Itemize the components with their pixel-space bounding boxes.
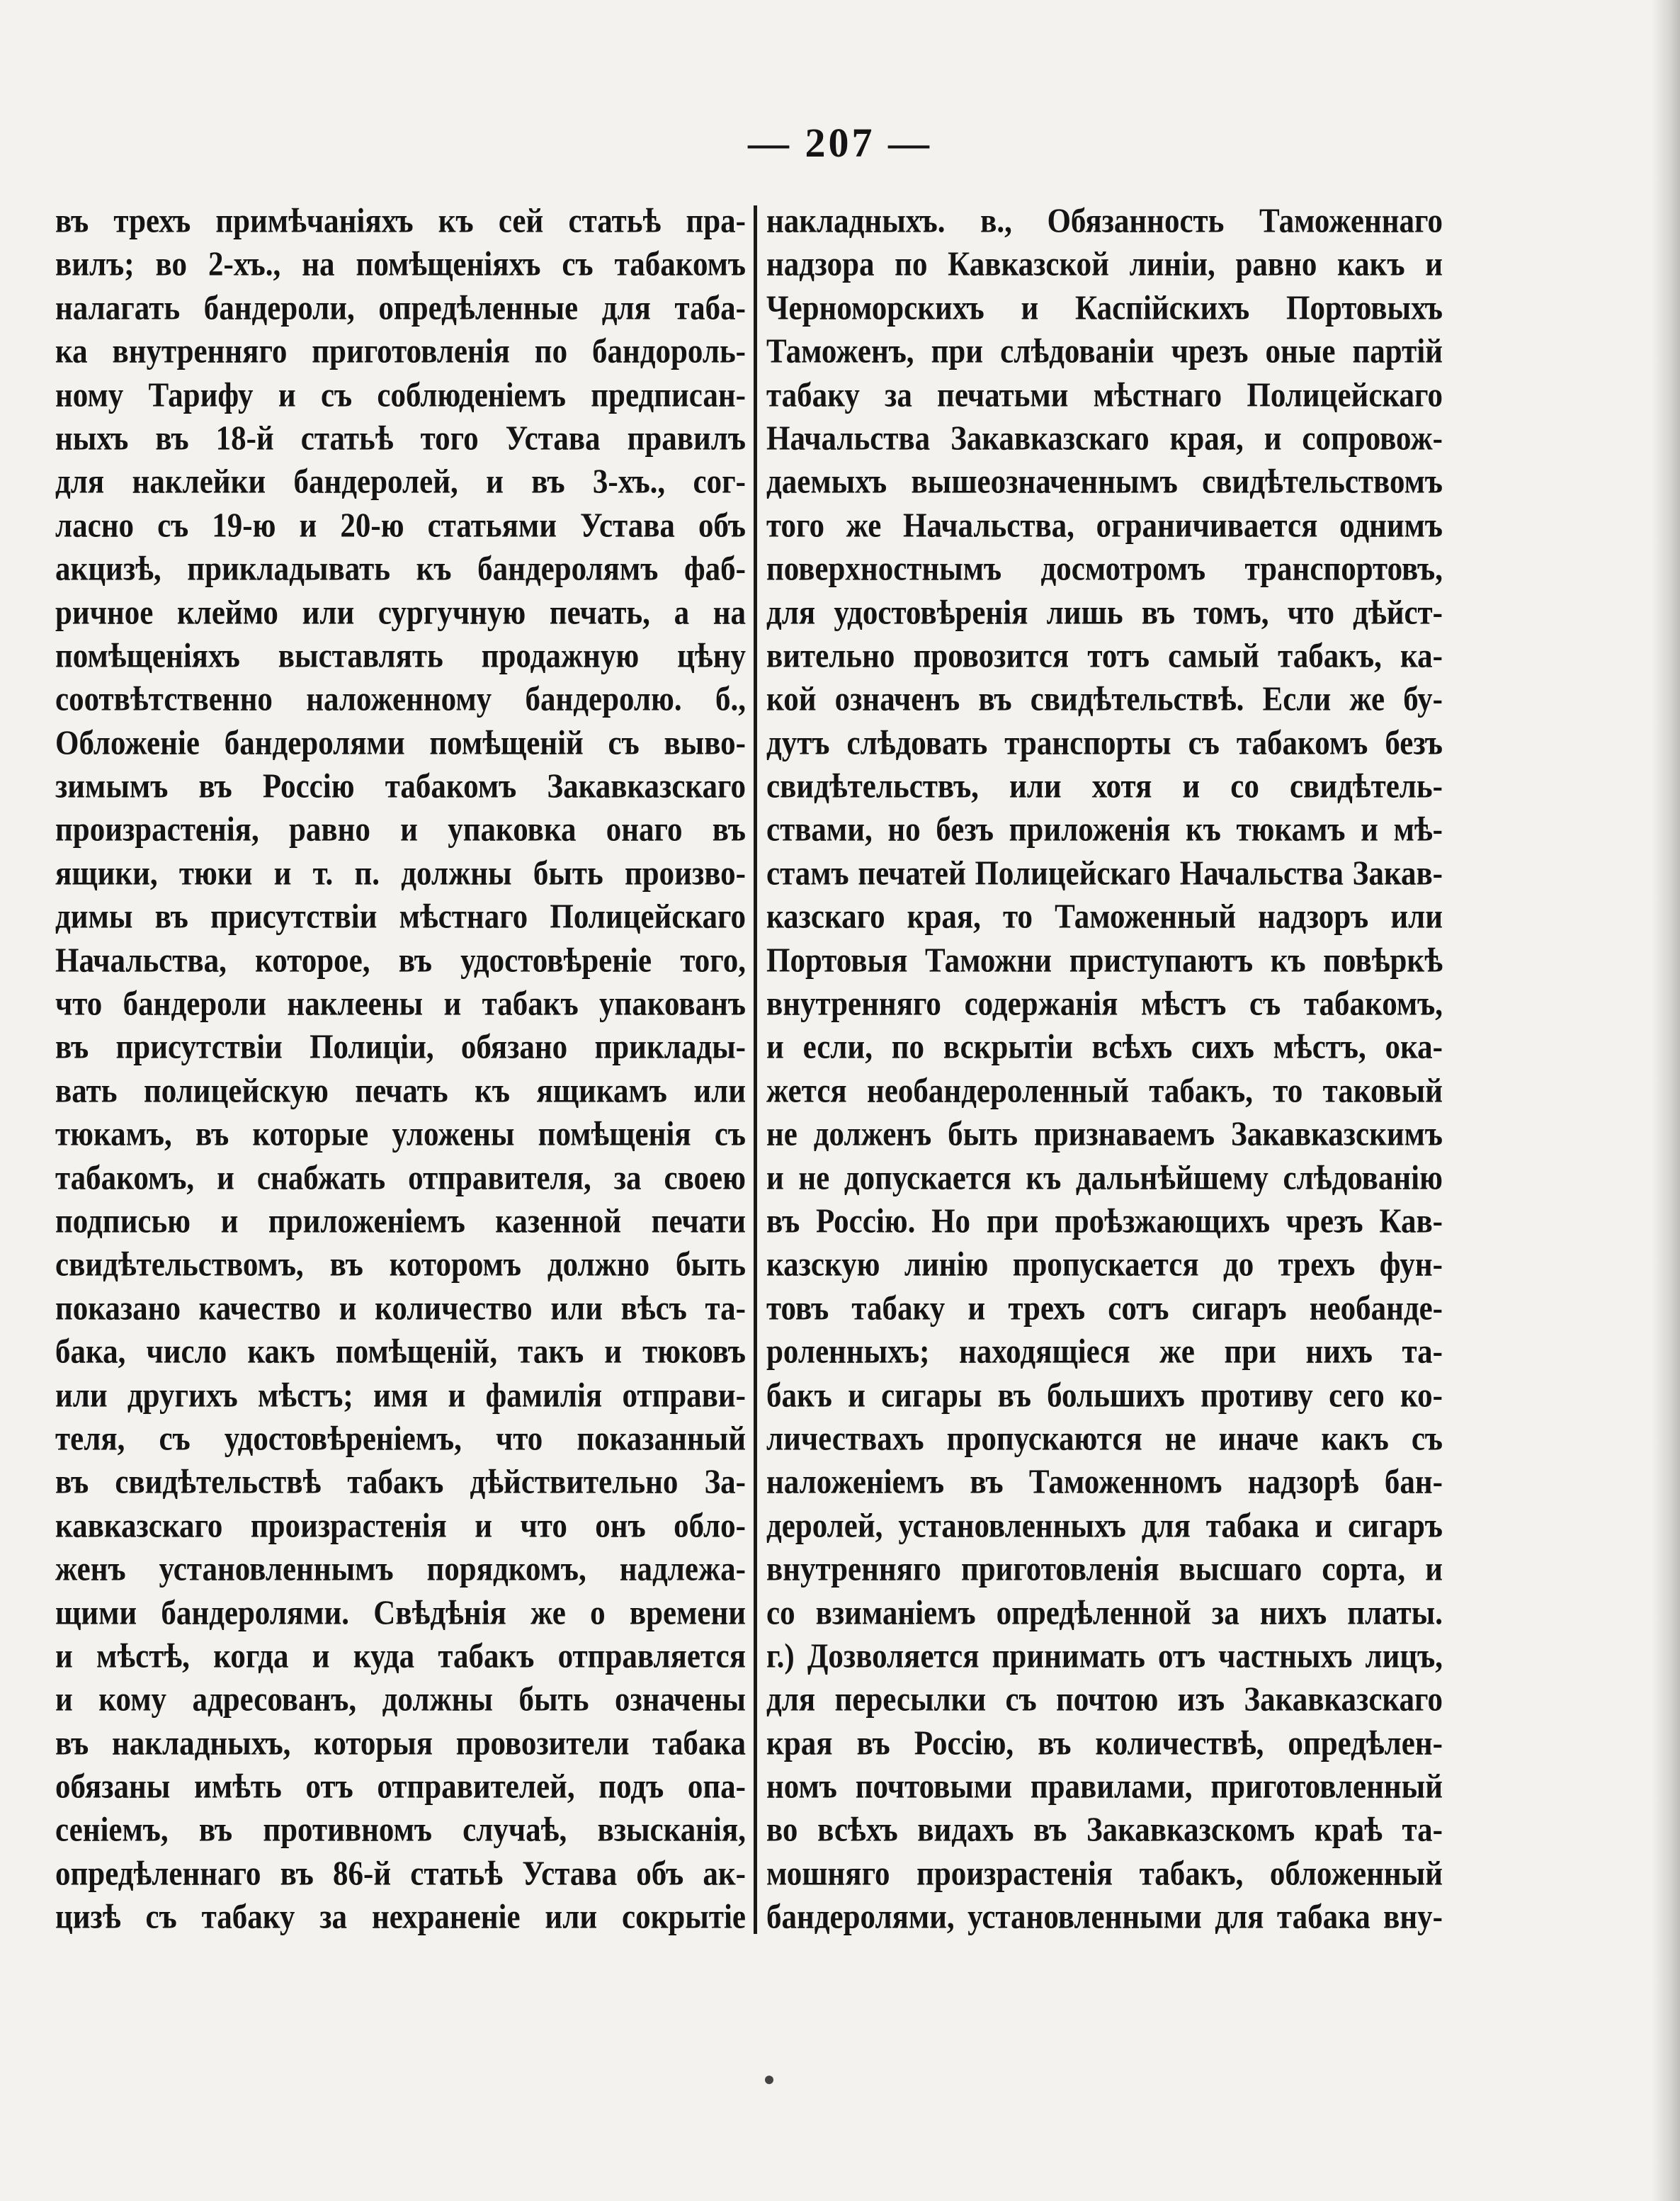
- text-line: товъ табаку и трехъ сотъ сигаръ необанде-: [766, 1289, 1443, 1328]
- column-divider: [754, 205, 757, 1934]
- text-line: ласно съ 19-ю и 20-ю статьями Устава объ: [55, 507, 746, 545]
- text-line: того же Начальства, ограничивается однимъ: [766, 507, 1443, 545]
- text-line: въ накладныхъ, которыя провозители табака: [55, 1724, 746, 1763]
- text-line: ныхъ въ 18-й статьѣ того Устава правилъ: [55, 420, 746, 458]
- text-line: личествахъ пропускаются не иначе какъ съ: [766, 1420, 1443, 1458]
- text-line: даемыхъ вышеозначеннымъ свидѣтельствомъ: [766, 463, 1443, 502]
- text-line: что бандероли наклеены и табакъ упакованъ: [55, 985, 746, 1023]
- text-line: внутренняго приготовленія высшаго сорта, и: [766, 1551, 1443, 1588]
- text-line: кой означенъ въ свидѣтельствѣ. Если же бу-: [766, 681, 1443, 719]
- text-line: г.) Дозволяется принимать отъ частныхъ лицъ,: [766, 1638, 1443, 1675]
- page-number: — 207 —: [748, 120, 932, 166]
- text-line: номъ почтовыми правилами, приготовленный: [766, 1768, 1443, 1806]
- text-line: подписью и приложеніемъ казенной печати: [55, 1203, 746, 1240]
- text-line: дутъ слѣдовать транспорты съ табакомъ безъ: [766, 724, 1443, 762]
- page-edge-shadow: [1652, 0, 1680, 2201]
- text-line: или другихъ мѣстъ; имя и фамилія отправи-: [55, 1376, 746, 1415]
- text-line: свидѣтельствъ, или хотя и со свидѣтель-: [766, 768, 1443, 805]
- text-line: наложеніемъ въ Таможенномъ надзорѣ бан-: [766, 1464, 1443, 1502]
- text-line: во всѣхъ видахъ въ Закавказскомъ краѣ та-: [766, 1811, 1443, 1850]
- text-line: надзора по Кавказской линіи, равно какъ и: [766, 246, 1443, 284]
- text-line: соотвѣтственно наложенному бандеролю. б.,: [55, 681, 746, 719]
- text-line: теля, съ удостовѣреніемъ, что показанный: [55, 1420, 746, 1458]
- text-line: со взиманіемъ опредѣленной за нихъ платы.: [766, 1594, 1443, 1632]
- text-line: женъ установленнымъ порядкомъ, надлежа-: [55, 1551, 746, 1588]
- text-line: табакомъ, и снабжать отправителя, за своею: [55, 1159, 746, 1197]
- text-line: для наклейки бандеролей, и въ 3-хъ., сог-: [55, 463, 746, 502]
- text-line: края въ Россію, въ количествѣ, опредѣлен-: [766, 1724, 1443, 1763]
- text-line: Черноморскихъ и Каспійскихъ Портовыхъ: [766, 289, 1443, 327]
- text-line: вительно провозится тотъ самый табакъ, ка-: [766, 638, 1443, 675]
- text-line: Обложеніе бандеролями помѣщеній съ выво-: [55, 724, 746, 762]
- text-line: бакъ и сигары въ большихъ противу сего ко-: [766, 1376, 1443, 1415]
- text-line: роленныхъ; находящіеся же при нихъ та-: [766, 1333, 1443, 1371]
- text-line: помѣщеніяхъ выставлять продажную цѣну: [55, 638, 746, 675]
- text-line: накладныхъ. в., Обязанность Таможеннаго: [766, 203, 1443, 240]
- text-line: ящики, тюки и т. п. должны быть произво-: [55, 855, 746, 893]
- text-line: тюкамъ, въ которые уложены помѣщенія съ: [55, 1116, 746, 1153]
- left-text-column: [55, 200, 746, 1940]
- text-line: показано качество и количество или вѣсъ та-: [55, 1289, 746, 1328]
- text-line: и мѣстѣ, когда и куда табакъ отправляется: [55, 1638, 746, 1675]
- text-line: для удостовѣренія лишь въ томъ, что дѣйст-: [766, 594, 1443, 632]
- text-line: жется необандероленный табакъ, то таковый: [766, 1072, 1443, 1110]
- text-line: цизѣ съ табаку за нехраненіе или сокрытіе: [55, 1899, 746, 1937]
- text-line: деролей, установленныхъ для табака и сигаръ: [766, 1507, 1443, 1545]
- text-line: казскую линію пропускается до трехъ фун-: [766, 1246, 1443, 1284]
- text-line: въ Россію. Но при проѣзжающихъ чрезъ Кав-: [766, 1203, 1443, 1240]
- text-line: и не допускается къ дальнѣйшему слѣдованію: [766, 1159, 1443, 1197]
- text-line: вать полицейскую печать къ ящикамъ или: [55, 1072, 746, 1110]
- text-line: обязаны имѣть отъ отправителей, подъ опа-: [55, 1768, 746, 1806]
- text-line: ка внутренняго приготовленія по бандороль-: [55, 333, 746, 370]
- text-line: вилъ; во 2-хъ., на помѣщеніяхъ съ табакомъ: [55, 246, 746, 284]
- text-line: ному Тарифу и съ соблюденіемъ предписан-: [55, 376, 746, 414]
- text-line: для пересылки съ почтою изъ Закавказскаго: [766, 1681, 1443, 1719]
- text-line: произрастенія, равно и упаковка онаго въ: [55, 811, 746, 849]
- text-line: ствами, но безъ приложенія къ тюкамъ и мѣ-: [766, 811, 1443, 849]
- text-line: щими бандеролями. Свѣдѣнія же о времени: [55, 1594, 746, 1632]
- text-line: налагать бандероли, опредѣленные для таба-: [55, 289, 746, 327]
- text-line: Портовыя Таможни приступаютъ къ повѣркѣ: [766, 941, 1443, 980]
- text-line: поверхностнымъ досмотромъ транспортовъ,: [766, 550, 1443, 588]
- text-line: въ свидѣтельствѣ табакъ дѣйствительно За-: [55, 1464, 746, 1502]
- text-line: стамъ печатей Полицейскаго Начальства Закав-: [766, 855, 1443, 893]
- text-line: опредѣленнаго въ 86-й статьѣ Устава объ ак-: [55, 1855, 746, 1893]
- ink-speck: [765, 2076, 773, 2084]
- text-line: Начальства Закавказскаго края, и сопровож-: [766, 420, 1443, 458]
- text-line: казскаго края, то Таможенный надзоръ или: [766, 898, 1443, 937]
- text-line: въ присутствіи Полиціи, обязано приклады-: [55, 1029, 746, 1067]
- text-line: димы въ присутствіи мѣстнаго Полицейскаго: [55, 898, 746, 937]
- text-line: акцизѣ, прикладывать къ бандеролямъ фаб-: [55, 550, 746, 588]
- text-line: въ трехъ примѣчаніяхъ къ сей статьѣ пра-: [55, 203, 746, 240]
- text-line: и кому адресованъ, должны быть означены: [55, 1681, 746, 1719]
- text-line: кавказскаго произрастенія и что онъ обло-: [55, 1507, 746, 1545]
- text-line: табаку за печатьми мѣстнаго Полицейскаго: [766, 376, 1443, 414]
- text-line: Начальства, которое, въ удостовѣреніе того,: [55, 941, 746, 980]
- text-line: и если, по вскрытіи всѣхъ сихъ мѣстъ, ока-: [766, 1029, 1443, 1067]
- text-line: сеніемъ, въ противномъ случаѣ, взысканія,: [55, 1811, 746, 1850]
- text-line: зимымъ въ Россію табакомъ Закавказскаго: [55, 768, 746, 805]
- text-line: свидѣтельствомъ, въ которомъ должно быть: [55, 1246, 746, 1284]
- right-text-column: [766, 200, 1443, 1940]
- text-line: ричное клеймо или сургучную печать, а на: [55, 594, 746, 632]
- text-line: бака, число какъ помѣщеній, такъ и тюковъ: [55, 1333, 746, 1371]
- text-line: мошняго произрастенія табакъ, обложенный: [766, 1855, 1443, 1893]
- text-line: бандеролями, установленными для табака вну-: [766, 1899, 1443, 1937]
- text-line: Таможенъ, при слѣдованіи чрезъ оные партій: [766, 333, 1443, 370]
- text-line: не долженъ быть признаваемъ Закавказскимъ: [766, 1116, 1443, 1153]
- text-line: внутренняго содержанія мѣстъ съ табакомъ,: [766, 985, 1443, 1023]
